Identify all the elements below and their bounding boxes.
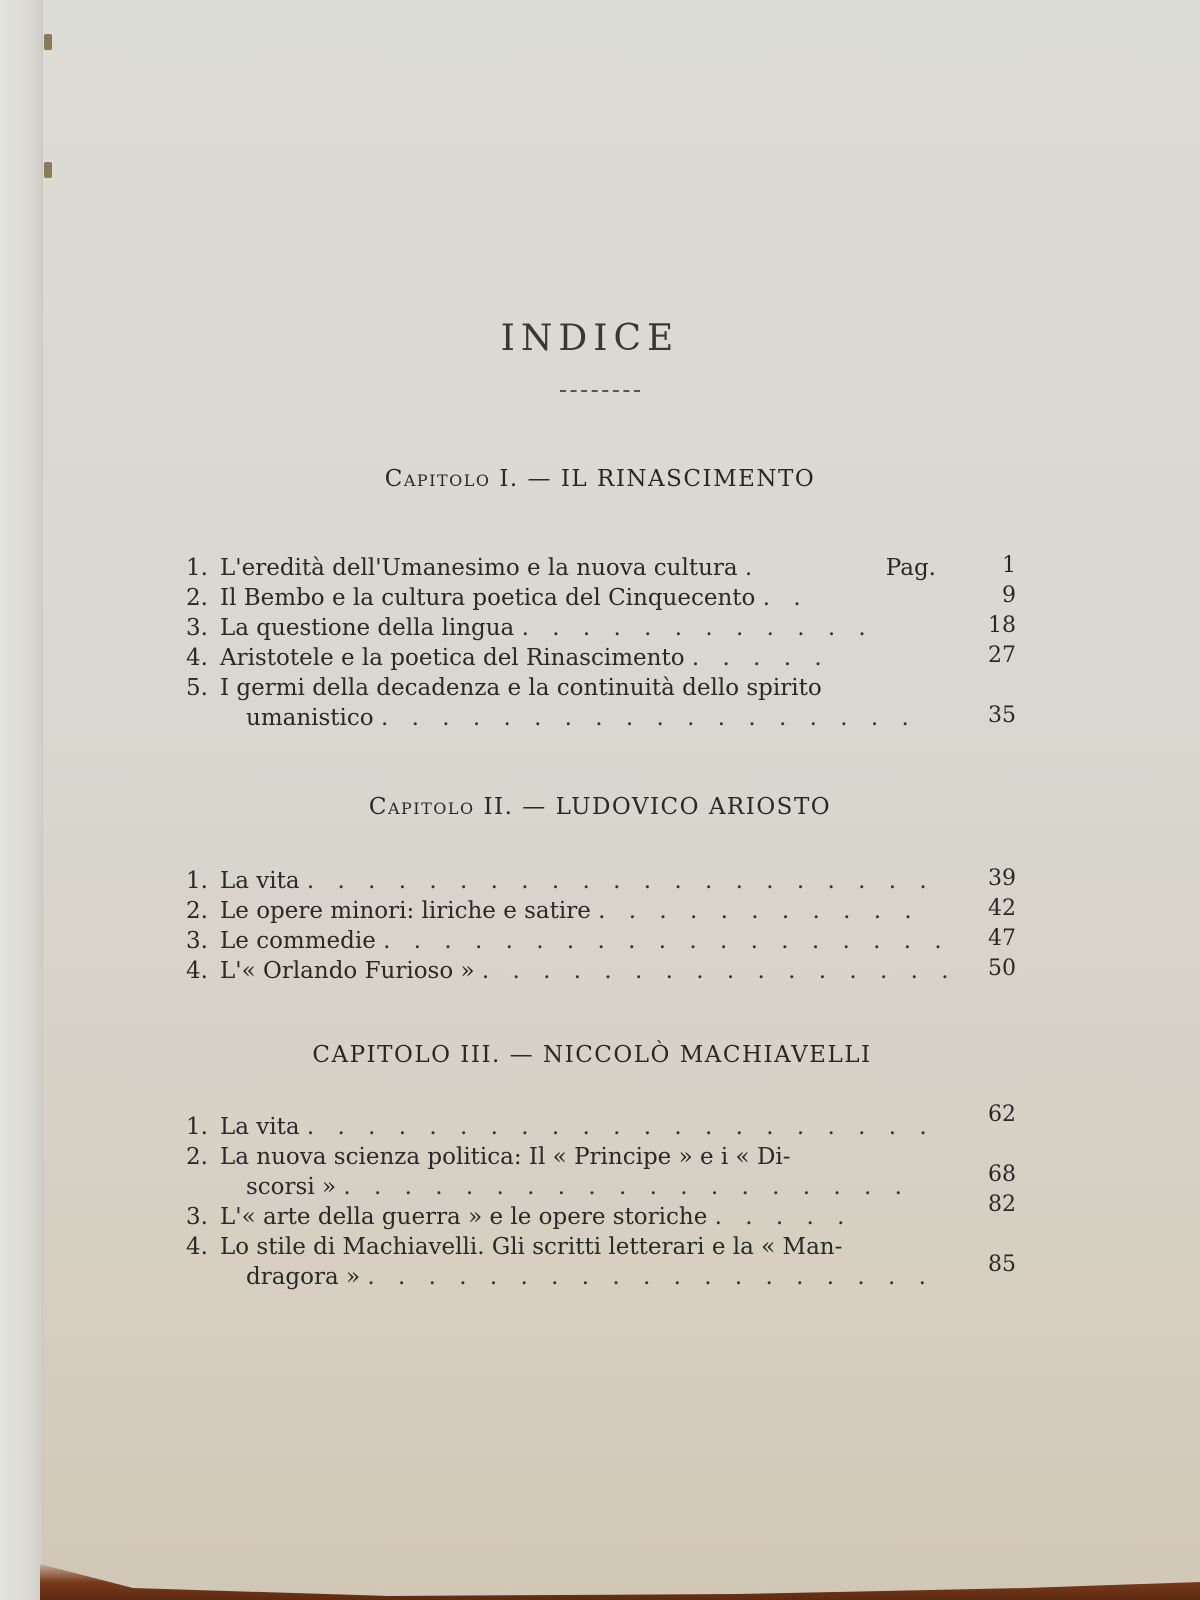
page-number: 62 — [988, 1102, 1016, 1127]
page-number: 39 — [988, 866, 1016, 891]
leader-dots: . . — [762, 585, 809, 611]
leader-dots: . . . . . . . . . . . . . . . . . . . — [383, 928, 950, 954]
leader-dots: . . . . . . . . . . . . . . . . . . . . . — [306, 1114, 935, 1140]
chapter-number: II. — — [483, 794, 547, 820]
chapter-heading-1 — [0, 466, 1200, 492]
entry-label: L'« arte della guerra » e le opere storiche — [220, 1204, 708, 1230]
entry-label: Le commedie — [220, 928, 376, 954]
page-number: 9 — [1002, 583, 1016, 608]
entry-label: Lo stile di Machiavelli. Gli scritti letterari e la « Man- — [220, 1234, 843, 1260]
leader-dots: . . . . . . . . . . . . . . . . . . . . . — [306, 868, 935, 894]
chapter-prefix: CAPITOLO — [312, 1042, 452, 1068]
pag-label: Pag. — [885, 555, 936, 581]
leader-dots: . . . . . . . . . . . . . . . . . . . — [343, 1174, 910, 1200]
leader-dots: . . . . . . . . . . . . . . . . . . — [380, 705, 917, 731]
entry-label: Le opere minori: liriche e satire — [220, 898, 591, 924]
entry-number: 2. — [186, 1144, 208, 1170]
entry-number: 1. — [186, 1114, 208, 1140]
entry-label: Aristotele e la poetica del Rinascimento — [220, 645, 685, 671]
toc-entry[interactable] — [186, 553, 1016, 583]
toc-entry[interactable] — [186, 866, 1016, 896]
entry-label: La questione della lingua — [220, 615, 515, 641]
chapter-title: NICCOLÒ MACHIAVELLI — [543, 1042, 872, 1068]
entry-number: 2. — [186, 585, 208, 611]
entry-number: 4. — [186, 645, 208, 671]
entry-number: 2. — [186, 898, 208, 924]
toc-entry[interactable] — [186, 1102, 1016, 1142]
chapter-heading-2 — [0, 794, 1200, 820]
toc-entry[interactable] — [186, 613, 1016, 643]
toc-entry[interactable] — [186, 583, 1016, 613]
chapter-number: III. — — [460, 1042, 535, 1068]
book-cover-edge — [40, 1560, 1200, 1600]
leader-dots: . . . . . . . . . . . — [598, 898, 920, 924]
entry-number: 4. — [186, 958, 208, 984]
chapter-3-entries — [186, 1102, 1016, 1292]
entry-label: I germi della decadenza e la continuità dello spirito — [220, 675, 822, 701]
toc-entry[interactable] — [186, 673, 1016, 733]
page-number: 85 — [988, 1252, 1016, 1277]
page-number: 27 — [988, 643, 1016, 668]
page-number: 82 — [988, 1192, 1016, 1217]
entry-label: Il Bembo e la cultura poetica del Cinquecento — [220, 585, 756, 611]
leader-dots: . . . . . . . . . . . . . . . . — [481, 958, 957, 984]
chapter-prefix: Capitolo — [368, 794, 475, 820]
entry-number: 3. — [186, 928, 208, 954]
page-title: INDICE — [500, 318, 680, 359]
entry-label: L'eredità dell'Umanesimo e la nuova cultura — [220, 555, 738, 581]
entry-label: La vita — [220, 868, 300, 894]
chapter-number: I. — — [499, 466, 553, 492]
binding-stitch — [44, 162, 52, 178]
toc-entry[interactable] — [186, 1142, 1016, 1202]
toc-entry[interactable] — [186, 1232, 1016, 1292]
entry-number: 4. — [186, 1234, 208, 1260]
toc-entry[interactable] — [186, 926, 1016, 956]
entry-label: L'« Orlando Furioso » — [220, 958, 475, 984]
entry-number: 3. — [186, 1204, 208, 1230]
page-number: 47 — [988, 926, 1016, 951]
entry-label: La nuova scienza politica: Il « Principe » e i « Di- — [220, 1144, 791, 1170]
page-number: 35 — [988, 703, 1016, 728]
chapter-title: LUDOVICO ARIOSTO — [555, 794, 832, 820]
toc-entry[interactable] — [186, 1192, 1016, 1232]
entry-number: 3. — [186, 615, 208, 641]
toc-entry[interactable] — [186, 643, 1016, 673]
chapter-prefix: Capitolo — [384, 466, 491, 492]
leader-dots: . . . . . — [691, 645, 830, 671]
page-number: 1 — [1002, 553, 1016, 578]
entry-label: La vita — [220, 1114, 300, 1140]
leader-dots: . . . . . . . . . . . . . . . . . . . — [367, 1264, 934, 1290]
toc-entry[interactable] — [186, 956, 1016, 986]
toc-entry[interactable] — [186, 896, 1016, 926]
leader-dots: . — [744, 555, 761, 581]
title-divider — [560, 390, 640, 392]
entry-number: 1. — [186, 868, 208, 894]
chapter-title: IL RINASCIMENTO — [560, 466, 816, 492]
chapter-1-entries — [186, 553, 1016, 733]
leader-dots: . . . . . — [714, 1204, 853, 1230]
entry-number: 5. — [186, 675, 208, 701]
page-number: 68 — [988, 1162, 1016, 1187]
page-number: 50 — [988, 956, 1016, 981]
page-number: 18 — [988, 613, 1016, 638]
entry-label-continued: umanistico — [246, 705, 374, 731]
chapter-heading-3 — [0, 1042, 1192, 1068]
leader-dots: . . . . . . . . . . . . — [521, 615, 874, 641]
entry-number: 1. — [186, 555, 208, 581]
entry-label-continued: scorsi » — [246, 1174, 337, 1200]
chapter-2-entries — [186, 866, 1016, 986]
binding-stitch — [44, 34, 52, 50]
entry-label-continued: dragora » — [246, 1264, 361, 1290]
page-number: 42 — [988, 896, 1016, 921]
